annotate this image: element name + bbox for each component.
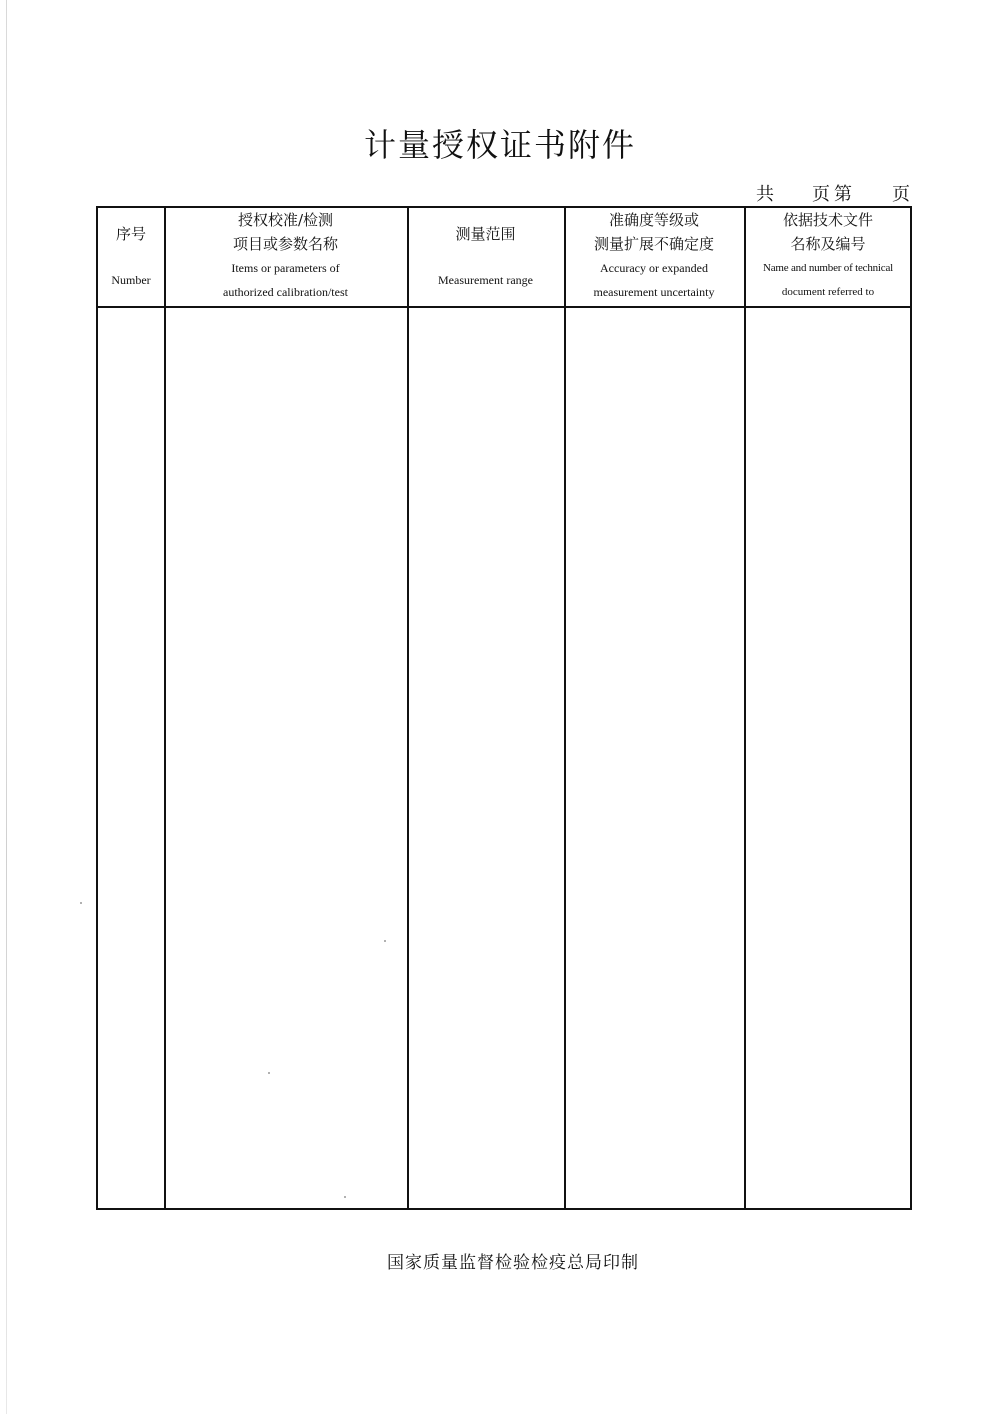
scan-speck xyxy=(80,902,82,904)
header-zh-line: 测量扩展不确定度 xyxy=(593,235,714,253)
page-count-line xyxy=(756,180,910,206)
header-en-line: document referred to xyxy=(781,286,875,298)
page-label-2: 页 xyxy=(892,184,910,205)
header-cell-accuracy xyxy=(564,208,744,306)
header-zh-line: 名称及编号 xyxy=(790,235,866,253)
authorization-table xyxy=(96,206,912,1210)
header-en-line: Measurement range xyxy=(438,273,533,287)
table-body-empty xyxy=(98,308,910,1208)
publisher-footer: 国家质量监督检验检疫总局印制 xyxy=(387,1253,639,1273)
header-zh-line: 授权校准/检测 xyxy=(237,211,334,229)
scan-speck xyxy=(344,1196,346,1198)
header-cell-document xyxy=(744,208,912,306)
scan-edge xyxy=(6,0,7,1414)
header-zh-line: 项目或参数名称 xyxy=(232,235,338,253)
header-zh-line: 依据技术文件 xyxy=(782,211,873,229)
header-zh-line: 序号 xyxy=(115,225,146,243)
header-zh-line: 测量范围 xyxy=(455,225,516,243)
header-en-line: Accuracy or expanded xyxy=(600,261,708,275)
header-en-line: measurement uncertainty xyxy=(593,285,715,299)
page-label-1: 页 xyxy=(812,184,830,205)
scan-speck xyxy=(384,940,386,942)
header-cell-range xyxy=(407,208,564,306)
header-cell-number xyxy=(98,208,164,306)
header-zh-line: 准确度等级或 xyxy=(608,211,699,229)
total-label: 共 xyxy=(756,184,774,205)
header-en-line: Items or parameters of xyxy=(231,261,340,275)
scan-speck xyxy=(268,1072,270,1074)
header-cell-items xyxy=(164,208,407,306)
header-en-line: Name and number of technical xyxy=(762,262,893,274)
nth-label: 第 xyxy=(834,184,852,205)
page-title: 计量授权证书附件 xyxy=(363,126,636,164)
header-en-line: authorized calibration/test xyxy=(223,285,348,299)
header-en-line: Number xyxy=(111,273,151,287)
